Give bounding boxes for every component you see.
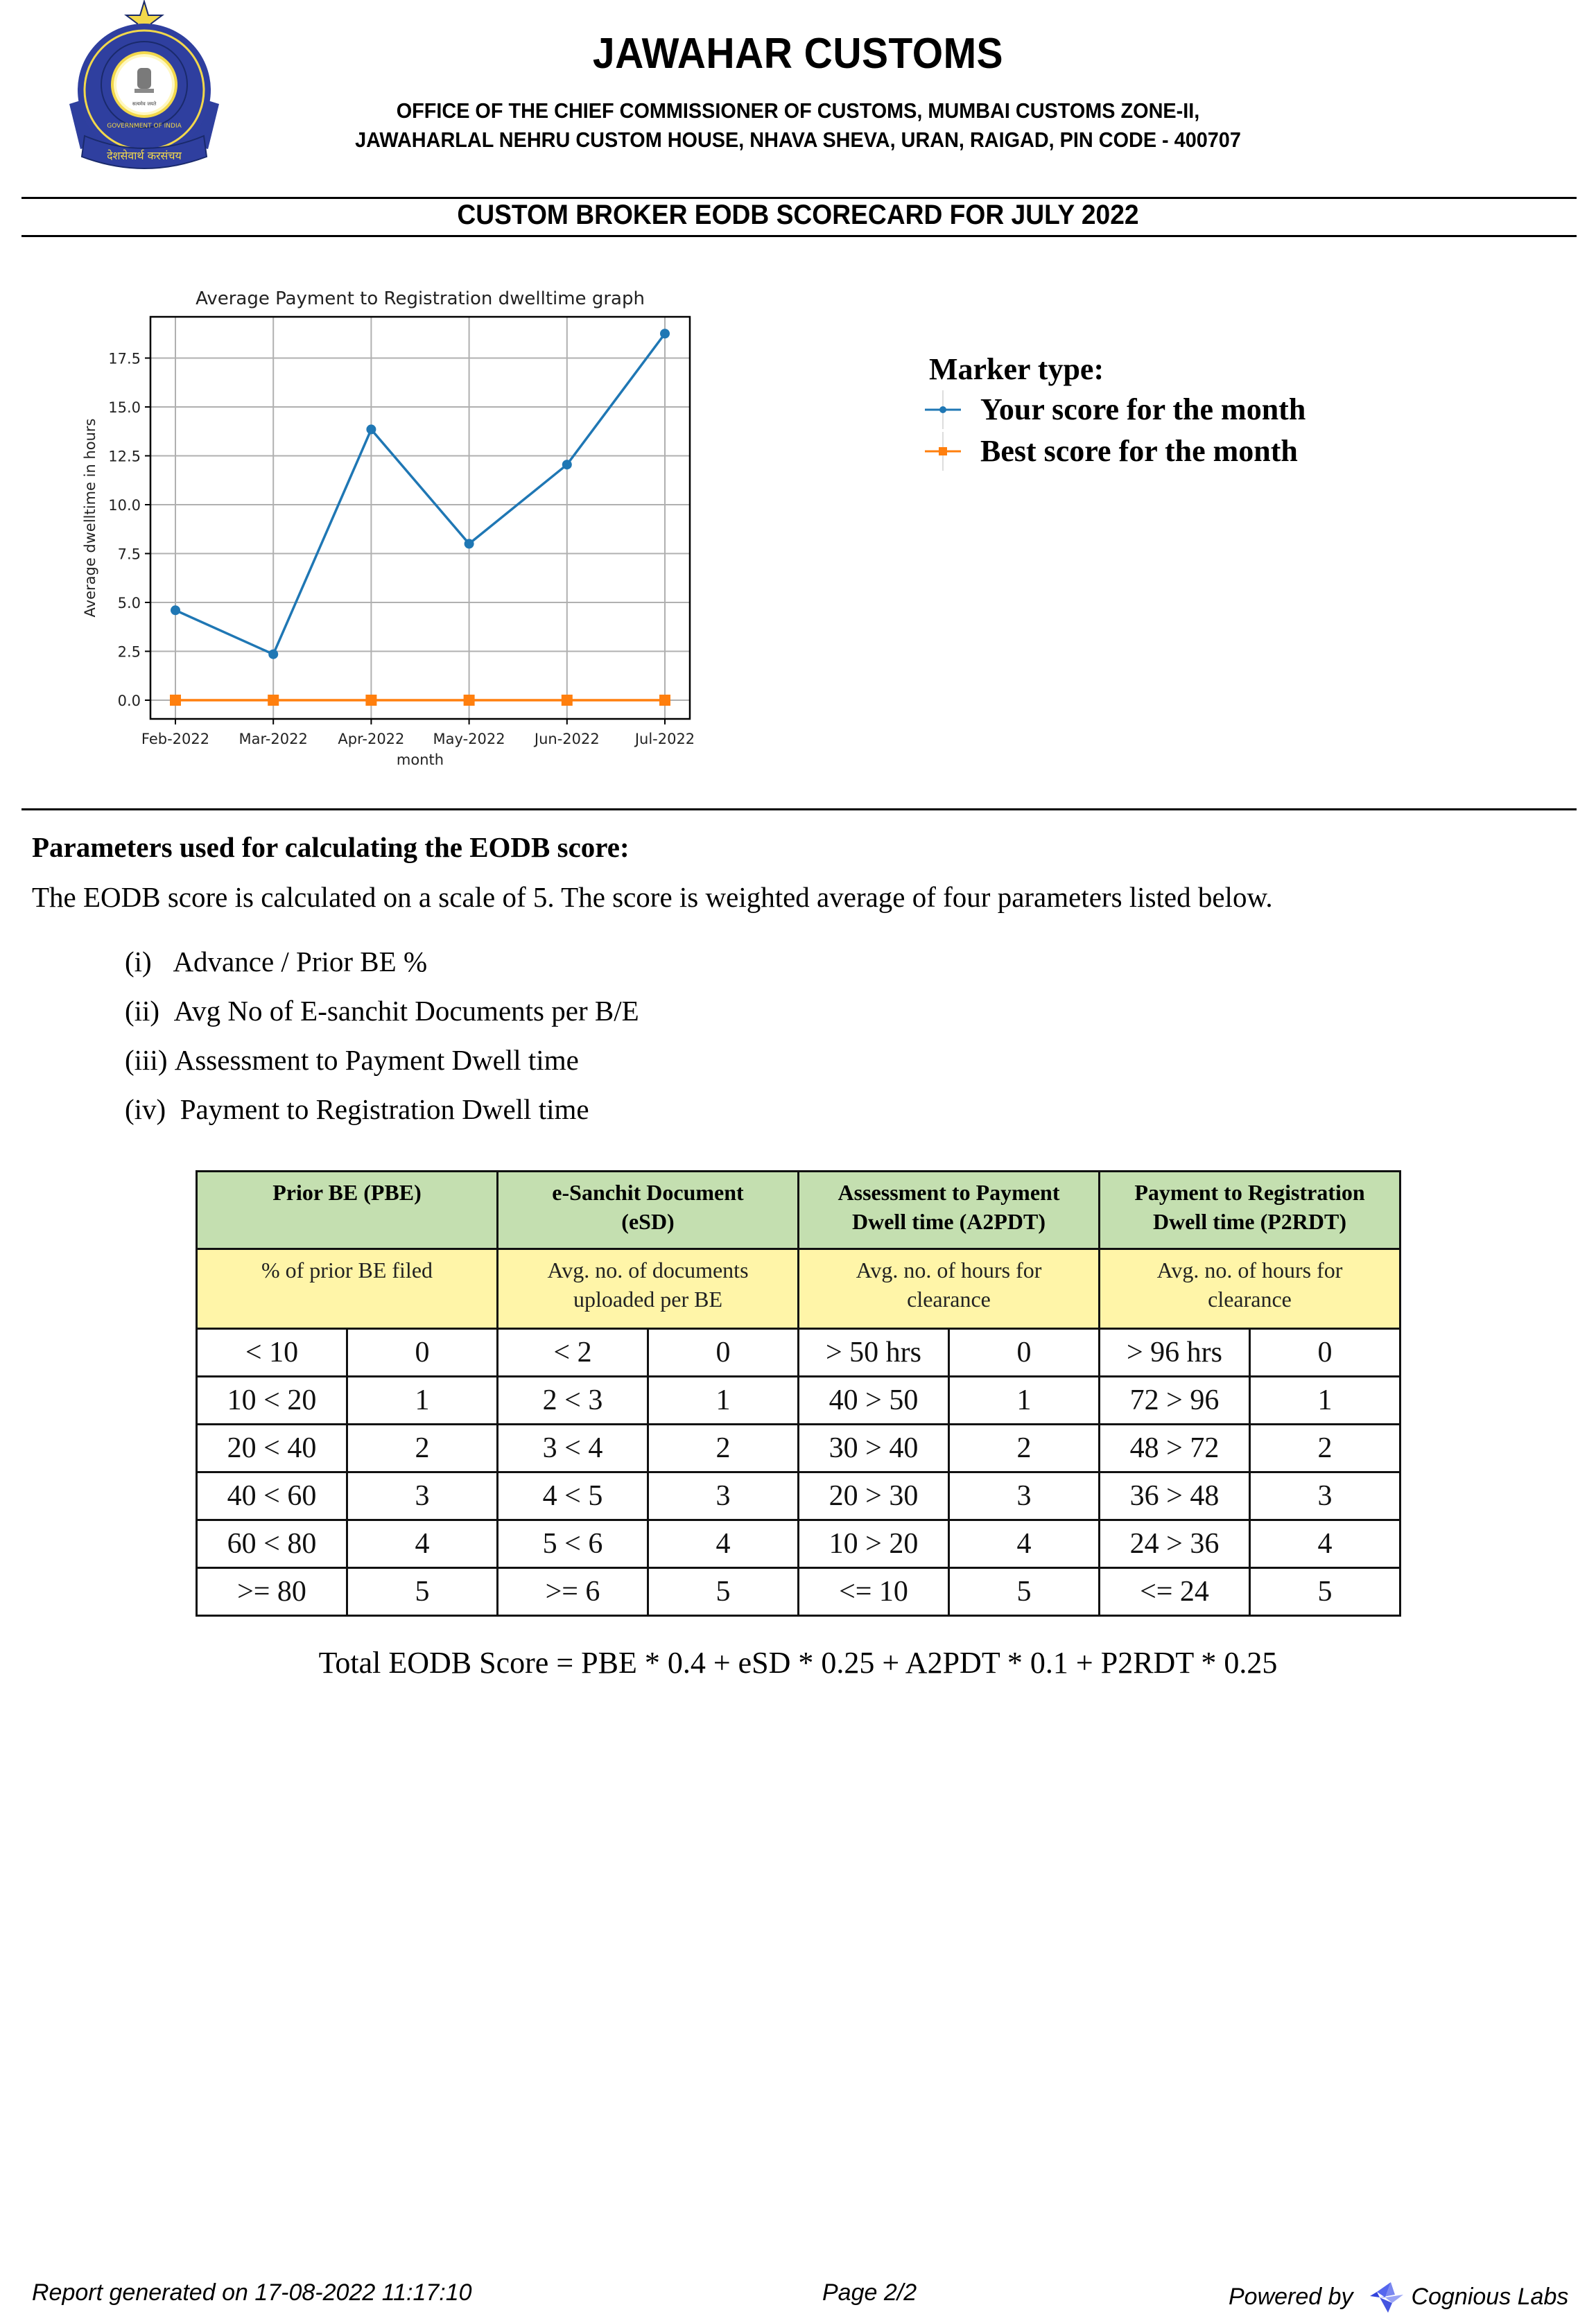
data-point bbox=[268, 650, 278, 659]
table-cell: 60 < 80 bbox=[197, 1520, 347, 1568]
svg-text:सत्यमेव जयते: सत्यमेव जयते bbox=[132, 101, 157, 107]
y-tick-label: 5.0 bbox=[117, 595, 141, 611]
series-line bbox=[175, 333, 665, 654]
subheader-p2rdt: Avg. no. of hours for clearance bbox=[1100, 1249, 1400, 1329]
table-cell: <= 10 bbox=[799, 1568, 949, 1616]
powered-by-label: Powered by bbox=[1229, 2283, 1353, 2310]
param-item: (iv) Payment to Registration Dwell time bbox=[125, 1093, 589, 1125]
table-cell: 5 < 6 bbox=[498, 1520, 648, 1568]
table-cell: > 50 hrs bbox=[799, 1329, 949, 1377]
page-number: Page 2/2 bbox=[822, 2279, 917, 2306]
section-divider bbox=[21, 808, 1577, 810]
table-cell: 3 bbox=[1250, 1472, 1400, 1520]
y-tick-label: 15.0 bbox=[108, 399, 141, 416]
y-tick-label: 0.0 bbox=[117, 693, 141, 709]
params-description: The EODB score is calculated on a scale of 5. The score is weighted average of four parameters listed below. bbox=[32, 881, 1273, 913]
table-row bbox=[197, 1472, 1400, 1520]
table-cell: 30 > 40 bbox=[799, 1425, 949, 1472]
address-line-1: OFFICE OF THE CHIEF COMMISSIONER OF CUSTOMS, MUMBAI CUSTOMS ZONE-II, bbox=[396, 98, 1200, 123]
table-cell: 2 bbox=[648, 1425, 799, 1472]
table-cell: 0 bbox=[648, 1329, 799, 1377]
table-cell: 40 < 60 bbox=[197, 1472, 347, 1520]
x-tick-label: Apr-2022 bbox=[338, 731, 405, 747]
table-cell: 2 bbox=[1250, 1425, 1400, 1472]
table-cell: 3 bbox=[648, 1472, 799, 1520]
legend-item-your-score bbox=[929, 389, 1306, 431]
table-cell: 4 bbox=[347, 1520, 498, 1568]
data-point bbox=[366, 424, 376, 434]
data-point bbox=[562, 695, 573, 706]
chart-title: Average Payment to Registration dwelltime graph bbox=[196, 288, 645, 309]
table-cell: 4 < 5 bbox=[498, 1472, 648, 1520]
table-cell: < 10 bbox=[197, 1329, 347, 1377]
table-cell: 2 < 3 bbox=[498, 1377, 648, 1425]
legend-label-best-score: Best score for the month bbox=[980, 434, 1298, 468]
table-cell: > 96 hrs bbox=[1100, 1329, 1250, 1377]
table-cell: < 2 bbox=[498, 1329, 648, 1377]
x-axis-label: month bbox=[396, 751, 444, 768]
subheader-esd: Avg. no. of documents uploaded per BE bbox=[498, 1249, 799, 1329]
x-tick-label: Jun-2022 bbox=[534, 731, 600, 747]
table-cell: 1 bbox=[1250, 1377, 1400, 1425]
subheader-pbe: % of prior BE filed bbox=[197, 1249, 498, 1329]
table-cell: 10 > 20 bbox=[799, 1520, 949, 1568]
x-tick-label: May-2022 bbox=[433, 731, 505, 747]
table-cell: 48 > 72 bbox=[1100, 1425, 1250, 1472]
data-point bbox=[464, 695, 475, 706]
data-point bbox=[562, 460, 572, 469]
table-cell: 0 bbox=[1250, 1329, 1400, 1377]
y-tick-label: 10.0 bbox=[108, 497, 141, 514]
table-cell: 1 bbox=[648, 1377, 799, 1425]
data-point bbox=[465, 539, 474, 548]
header-divider-top bbox=[21, 197, 1577, 199]
data-point bbox=[171, 605, 180, 615]
data-point bbox=[660, 329, 670, 338]
table-header-row bbox=[197, 1172, 1400, 1249]
table-cell: <= 24 bbox=[1100, 1568, 1250, 1616]
table-cell: 20 < 40 bbox=[197, 1425, 347, 1472]
table-row bbox=[197, 1329, 1400, 1377]
params-title: Parameters used for calculating the EODB score: bbox=[32, 831, 630, 863]
table-row bbox=[197, 1520, 1400, 1568]
table-cell: 1 bbox=[949, 1377, 1100, 1425]
table-cell: >= 6 bbox=[498, 1568, 648, 1616]
x-tick-label: Feb-2022 bbox=[141, 731, 210, 747]
table-cell: 5 bbox=[1250, 1568, 1400, 1616]
table-row bbox=[197, 1425, 1400, 1472]
table-cell: 0 bbox=[949, 1329, 1100, 1377]
x-tick-label: Mar-2022 bbox=[238, 731, 308, 747]
data-point bbox=[365, 695, 376, 706]
eodb-formula: Total EODB Score = PBE * 0.4 + eSD * 0.25 + A2PDT * 0.1 + P2RDT * 0.25 bbox=[318, 1646, 1278, 1680]
cognious-bird-logo-icon bbox=[1367, 2279, 1406, 2314]
header-pbe: Prior BE (PBE) bbox=[197, 1172, 498, 1249]
table-cell: 10 < 20 bbox=[197, 1377, 347, 1425]
table-subheader-row bbox=[197, 1249, 1400, 1329]
table-cell: 0 bbox=[347, 1329, 498, 1377]
table-cell: 2 bbox=[949, 1425, 1100, 1472]
table-cell: 5 bbox=[949, 1568, 1100, 1616]
eodb-score-table bbox=[196, 1170, 1401, 1617]
report-generated-timestamp: Report generated on 17-08-2022 11:17:10 bbox=[32, 2279, 472, 2306]
table-cell: 72 > 96 bbox=[1100, 1377, 1250, 1425]
orange-square-marker-icon bbox=[922, 431, 964, 472]
data-point bbox=[170, 695, 181, 706]
table-row bbox=[197, 1568, 1400, 1616]
marker-legend bbox=[929, 350, 1306, 472]
legend-item-best-score bbox=[929, 431, 1306, 472]
legend-label-your-score: Your score for the month bbox=[980, 392, 1306, 426]
params-list bbox=[125, 944, 639, 1141]
table-cell: 4 bbox=[949, 1520, 1100, 1568]
address-line-2: JAWAHARLAL NEHRU CUSTOM HOUSE, NHAVA SHEVA, URAN, RAIGAD, PIN CODE - 400707 bbox=[355, 128, 1241, 152]
table-cell: 3 bbox=[949, 1472, 1100, 1520]
param-item: (iii) Assessment to Payment Dwell time bbox=[125, 1044, 579, 1076]
x-tick-label: Jul-2022 bbox=[634, 731, 695, 747]
table-cell: 20 > 30 bbox=[799, 1472, 949, 1520]
header-divider-bottom bbox=[21, 235, 1577, 237]
y-tick-label: 2.5 bbox=[117, 643, 141, 661]
param-item: (i) Advance / Prior BE % bbox=[125, 946, 428, 977]
y-axis-label: Average dwelltime in hours bbox=[82, 418, 98, 618]
scorecard-title: CUSTOM BROKER EODB SCORECARD FOR JULY 2022 bbox=[457, 200, 1139, 230]
y-tick-label: 12.5 bbox=[108, 448, 141, 465]
y-tick-label: 7.5 bbox=[117, 546, 141, 563]
table-cell: 40 > 50 bbox=[799, 1377, 949, 1425]
org-title: JAWAHAR CUSTOMS bbox=[592, 30, 1004, 78]
table-cell: >= 80 bbox=[197, 1568, 347, 1616]
dwelltime-line-chart bbox=[0, 263, 735, 776]
param-item: (ii) Avg No of E-sanchit Documents per B/E bbox=[125, 995, 639, 1027]
table-cell: 1 bbox=[347, 1377, 498, 1425]
table-cell: 4 bbox=[648, 1520, 799, 1568]
header-a2pdt: Assessment to Payment Dwell time (A2PDT) bbox=[799, 1172, 1100, 1249]
subheader-a2pdt: Avg. no. of hours for clearance bbox=[799, 1249, 1100, 1329]
table-cell: 36 > 48 bbox=[1100, 1472, 1250, 1520]
brand-name: Cognious Labs bbox=[1411, 2283, 1569, 2310]
table-cell: 24 > 36 bbox=[1100, 1520, 1250, 1568]
header-esd: e-Sanchit Document (eSD) bbox=[498, 1172, 799, 1249]
data-point bbox=[659, 695, 670, 706]
table-row bbox=[197, 1377, 1400, 1425]
table-cell: 5 bbox=[347, 1568, 498, 1616]
svg-text:देशसेवार्थ करसंचय: देशसेवार्थ करसंचय bbox=[107, 149, 182, 162]
table-cell: 2 bbox=[347, 1425, 498, 1472]
header-p2rdt: Payment to Registration Dwell time (P2RDT) bbox=[1100, 1172, 1400, 1249]
table-cell: 5 bbox=[648, 1568, 799, 1616]
blue-circle-marker-icon bbox=[922, 389, 964, 431]
table-cell: 4 bbox=[1250, 1520, 1400, 1568]
table-cell: 3 bbox=[347, 1472, 498, 1520]
table-cell: 3 < 4 bbox=[498, 1425, 648, 1472]
legend-title: Marker type: bbox=[929, 352, 1104, 386]
data-point bbox=[268, 695, 279, 706]
svg-text:GOVERNMENT OF INDIA: GOVERNMENT OF INDIA bbox=[107, 123, 182, 130]
powered-by bbox=[1229, 2279, 1568, 2314]
y-tick-label: 17.5 bbox=[108, 350, 141, 367]
